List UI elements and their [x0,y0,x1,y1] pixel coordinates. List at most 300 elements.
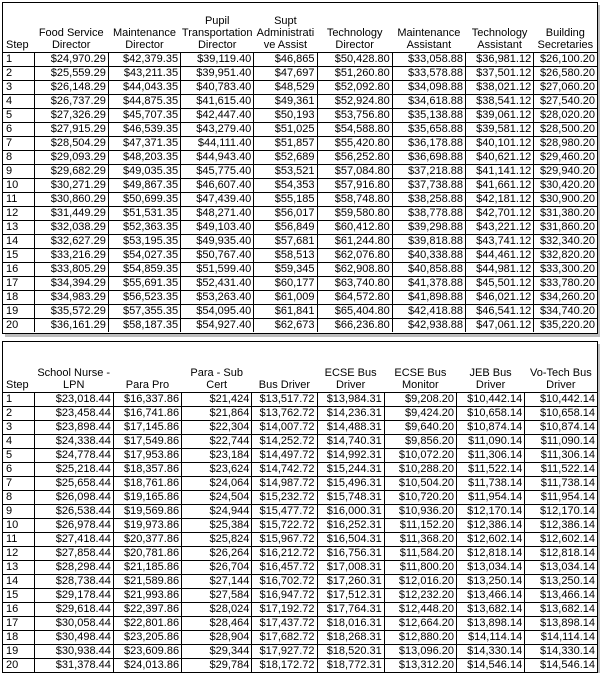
salary-cell: $45,707.35 [108,108,180,122]
salary-cell: $26,098.44 [34,490,113,504]
salary-cell: $38,778.88 [392,206,465,220]
salary-cell: $46,539.35 [108,122,180,136]
salary-cell: $23,898.44 [34,420,113,434]
step-cell: 20 [3,318,34,332]
salary-cell: $40,101.12 [466,136,534,150]
salary-cell: $42,938.88 [392,318,465,332]
salary-cell: $47,439.40 [181,192,254,206]
salary-cell: $28,500.20 [534,122,597,136]
step-cell: 8 [3,490,34,504]
salary-cell: $32,627.29 [34,234,108,248]
table-header-row [3,3,597,52]
step-cell: 4 [3,434,34,448]
salary-cell: $27,060.20 [534,80,597,94]
salary-cell: $26,538.44 [34,504,113,518]
salary-cell: $23,624 [182,462,252,476]
table-row [3,434,597,448]
salary-cell: $27,326.29 [34,108,108,122]
salary-cell: $30,498.44 [34,630,113,644]
salary-cell: $49,103.40 [181,220,254,234]
table-row [3,94,597,108]
step-cell: 8 [3,150,34,164]
salary-cell: $48,529 [254,80,317,94]
table-row [3,136,597,150]
salary-cell: $32,340.20 [534,234,597,248]
salary-cell: $20,781.86 [113,546,181,560]
salary-cell: $54,927.40 [181,318,254,332]
salary-cell: $16,702.72 [252,574,317,588]
salary-cell: $28,298.44 [34,560,113,574]
salary-cell: $29,460.20 [534,150,597,164]
salary-cell: $13,984.31 [317,392,384,406]
step-cell: 16 [3,262,34,276]
salary-cell: $28,020.20 [534,108,597,122]
salary-cell: $45,501.12 [466,276,534,290]
salary-cell: $34,618.88 [392,94,465,108]
salary-cell: $14,992.31 [317,448,384,462]
table-row [3,602,597,616]
salary-cell: $11,368.20 [384,532,456,546]
table-row [3,150,597,164]
salary-cell: $44,043.35 [108,80,180,94]
salary-cell: $16,947.72 [252,588,317,602]
salary-cell: $39,119.40 [181,52,254,66]
salary-cell: $24,970.29 [34,52,108,66]
step-cell: 2 [3,406,34,420]
salary-cell: $16,457.72 [252,560,317,574]
salary-cell: $14,330.14 [525,644,597,658]
salary-cell: $40,858.88 [392,262,465,276]
salary-cell: $35,572.29 [34,304,108,318]
salary-cell: $12,818.14 [456,546,524,560]
step-cell: 6 [3,462,34,476]
column-header: Food Service Director [38,26,104,51]
salary-cell: $22,744 [182,434,252,448]
salary-cell: $56,252.80 [317,150,392,164]
step-cell: 2 [3,66,34,80]
salary-cell: $15,748.31 [317,490,384,504]
salary-cell: $11,090.14 [456,434,524,448]
salary-cell: $27,144 [182,574,252,588]
step-cell: 9 [3,504,34,518]
step-cell: 11 [3,192,34,206]
column-header: Vo-Tech Bus Driver [529,366,592,391]
salary-cell: $14,236.31 [317,406,384,420]
salary-cell: $14,497.72 [252,448,317,462]
salary-cell: $33,578.88 [392,66,465,80]
salary-cell: $57,916.80 [317,178,392,192]
salary-cell: $11,800.20 [384,560,456,574]
table-row [3,560,597,574]
salary-cell: $49,935.40 [181,234,254,248]
table-row [3,588,597,602]
salary-cell: $37,738.88 [392,178,465,192]
column-header: Pupil Transportation Director [181,14,253,51]
salary-cell: $26,978.44 [34,518,113,532]
salary-cell: $16,756.31 [317,546,384,560]
table-row [3,532,597,546]
salary-cell: $10,874.14 [456,420,524,434]
salary-cell: $24,944 [182,504,252,518]
salary-cell: $14,546.14 [456,658,524,672]
salary-cell: $25,824 [182,532,252,546]
salary-cell: $9,424.20 [384,406,456,420]
salary-cell: $13,096.20 [384,644,456,658]
table-row [3,66,597,80]
table-row [3,518,597,532]
step-cell: 18 [3,290,34,304]
salary-cell: $36,981.12 [466,52,534,66]
salary-cell: $21,424 [182,392,252,406]
salary-cell: $30,058.44 [34,616,113,630]
salary-cell: $47,371.35 [108,136,180,150]
step-cell: 5 [3,448,34,462]
salary-cell: $29,618.44 [34,602,113,616]
column-header-step: Step [6,38,29,51]
column-header: ECSE Bus Driver [324,366,377,391]
salary-cell: $53,521 [254,164,317,178]
salary-cell: $19,973.86 [113,518,181,532]
salary-cell: $30,271.29 [34,178,108,192]
salary-cell: $13,762.72 [252,406,317,420]
salary-cell: $11,954.14 [456,490,524,504]
salary-cell: $13,898.14 [525,616,597,630]
salary-cell: $11,522.14 [525,462,597,476]
salary-cell: $42,701.12 [466,206,534,220]
salary-cell: $44,875.35 [108,94,180,108]
column-header: Para - Sub Cert [190,366,243,391]
salary-cell: $14,252.72 [252,434,317,448]
salary-cell: $30,938.44 [34,644,113,658]
salary-cell: $9,640.20 [384,420,456,434]
table-row [3,206,597,220]
salary-cell: $55,420.80 [317,136,392,150]
salary-cell: $51,857 [254,136,317,150]
salary-cell: $60,412.80 [317,220,392,234]
salary-cell: $28,904 [182,630,252,644]
table-row [3,476,597,490]
salary-cell: $23,609.86 [113,644,181,658]
table-row [3,234,597,248]
step-cell: 20 [3,658,34,672]
step-cell: 14 [3,574,34,588]
salary-cell: $64,572.80 [317,290,392,304]
salary-cell: $10,874.14 [525,420,597,434]
table-row [3,406,597,420]
step-cell: 19 [3,644,34,658]
salary-cell: $29,344 [182,644,252,658]
salary-cell: $40,783.40 [181,80,254,94]
salary-cell: $31,380.20 [534,206,597,220]
column-header: JEB Bus Driver [469,366,512,391]
salary-cell: $26,737.29 [34,94,108,108]
salary-cell: $40,621.12 [466,150,534,164]
salary-cell: $34,394.29 [34,276,108,290]
salary-cell: $59,345 [254,262,317,276]
salary-table-administrative [2,2,598,334]
salary-cell: $41,898.88 [392,290,465,304]
salary-cell: $13,250.14 [525,574,597,588]
table-row [3,420,597,434]
table-row [3,448,597,462]
salary-cell: $35,658.88 [392,122,465,136]
column-header: Supt Administrative Assist [256,14,315,51]
table-row [3,504,597,518]
table-row [3,220,597,234]
salary-cell: $29,784 [182,658,252,672]
salary-cell: $62,076.80 [317,248,392,262]
salary-cell: $62,908.80 [317,262,392,276]
salary-cell: $50,193 [254,108,317,122]
step-cell: 10 [3,518,34,532]
salary-cell: $50,699.35 [108,192,180,206]
salary-cell: $34,098.88 [392,80,465,94]
salary-cell: $39,061.12 [466,108,534,122]
salary-cell: $18,357.86 [113,462,181,476]
salary-cell: $11,584.20 [384,546,456,560]
salary-cell: $48,271.40 [181,206,254,220]
salary-cell: $26,148.29 [34,80,108,94]
salary-cell: $30,420.20 [534,178,597,192]
salary-cell: $30,900.20 [534,192,597,206]
step-cell: 3 [3,80,34,94]
salary-cell: $33,300.20 [534,262,597,276]
salary-cell: $18,172.72 [252,658,317,672]
salary-cell: $18,772.31 [317,658,384,672]
salary-cell: $11,152.20 [384,518,456,532]
salary-cell: $36,178.88 [392,136,465,150]
salary-cell: $52,431.40 [181,276,254,290]
salary-cell: $41,378.88 [392,276,465,290]
salary-cell: $44,943.40 [181,150,254,164]
salary-cell: $44,461.12 [466,248,534,262]
salary-cell: $25,218.44 [34,462,113,476]
salary-schedule-table-1 [3,3,597,332]
salary-cell: $26,580.20 [534,66,597,80]
salary-cell: $10,442.14 [525,392,597,406]
salary-cell: $10,658.14 [456,406,524,420]
salary-cell: $59,580.80 [317,206,392,220]
step-cell: 4 [3,94,34,108]
salary-cell: $13,898.14 [456,616,524,630]
table-row [3,276,597,290]
salary-cell: $27,858.44 [34,546,113,560]
step-cell: 13 [3,220,34,234]
salary-cell: $43,221.12 [466,220,534,234]
column-header-step: Step [6,378,29,391]
salary-cell: $34,983.29 [34,290,108,304]
table-row [3,304,597,318]
step-cell: 3 [3,420,34,434]
step-cell: 18 [3,630,34,644]
salary-cell: $58,513 [254,248,317,262]
salary-cell: $31,449.29 [34,206,108,220]
salary-cell: $12,664.20 [384,616,456,630]
salary-cell: $50,428.80 [317,52,392,66]
salary-cell: $25,658.44 [34,476,113,490]
salary-cell: $10,072.20 [384,448,456,462]
salary-cell: $17,682.72 [252,630,317,644]
salary-cell: $57,084.80 [317,164,392,178]
salary-cell: $14,488.31 [317,420,384,434]
salary-cell: $52,689 [254,150,317,164]
salary-cell: $21,185.86 [113,560,181,574]
salary-cell: $58,748.80 [317,192,392,206]
salary-cell: $36,698.88 [392,150,465,164]
salary-cell: $14,114.14 [525,630,597,644]
salary-cell: $61,009 [254,290,317,304]
salary-cell: $19,165.86 [113,490,181,504]
salary-cell: $17,260.31 [317,574,384,588]
salary-cell: $21,993.86 [113,588,181,602]
salary-cell: $60,177 [254,276,317,290]
salary-cell: $43,211.35 [108,66,180,80]
salary-cell: $54,353 [254,178,317,192]
step-cell: 7 [3,136,34,150]
salary-cell: $18,761.86 [113,476,181,490]
salary-cell: $44,981.12 [466,262,534,276]
salary-cell: $51,025 [254,122,317,136]
table-row [3,490,597,504]
salary-cell: $14,742.72 [252,462,317,476]
salary-cell: $25,384 [182,518,252,532]
salary-cell: $57,355.35 [108,304,180,318]
salary-cell: $48,203.35 [108,150,180,164]
column-header: Maintenance Assistant [397,26,461,51]
salary-cell: $35,138.88 [392,108,465,122]
salary-cell: $56,849 [254,220,317,234]
salary-cell: $14,546.14 [525,658,597,672]
salary-cell: $12,602.14 [525,532,597,546]
salary-cell: $52,092.80 [317,80,392,94]
salary-cell: $53,756.80 [317,108,392,122]
column-header: Building Secretaries [537,26,594,51]
salary-cell: $32,038.29 [34,220,108,234]
salary-cell: $36,161.29 [34,318,108,332]
salary-cell: $9,208.20 [384,392,456,406]
salary-cell: $27,418.44 [34,532,113,546]
table-row [3,392,597,406]
salary-cell: $14,987.72 [252,476,317,490]
salary-cell: $31,378.44 [34,658,113,672]
salary-cell: $40,338.88 [392,248,465,262]
salary-cell: $11,738.14 [525,476,597,490]
column-header: Technology Assistant [471,26,528,51]
column-header: School Nurse - LPN [37,366,111,391]
salary-cell: $46,607.40 [181,178,254,192]
salary-cell: $11,522.14 [456,462,524,476]
salary-cell: $22,397.86 [113,602,181,616]
salary-cell: $24,064 [182,476,252,490]
salary-cell: $14,740.31 [317,434,384,448]
salary-cell: $46,021.12 [466,290,534,304]
salary-cell: $66,236.80 [317,318,392,332]
table-row [3,164,597,178]
salary-cell: $13,312.20 [384,658,456,672]
salary-cell: $16,504.31 [317,532,384,546]
step-cell: 19 [3,304,34,318]
table-row [3,248,597,262]
step-cell: 16 [3,602,34,616]
salary-cell: $38,021.12 [466,80,534,94]
table-row [3,80,597,94]
table-header-row [3,342,597,392]
salary-cell: $54,859.35 [108,262,180,276]
salary-cell: $52,363.35 [108,220,180,234]
step-cell: 12 [3,206,34,220]
salary-cell: $16,212.72 [252,546,317,560]
table-row [3,262,597,276]
step-cell: 14 [3,234,34,248]
salary-cell: $17,549.86 [113,434,181,448]
salary-cell: $12,448.20 [384,602,456,616]
salary-cell: $10,720.20 [384,490,456,504]
salary-cell: $55,691.35 [108,276,180,290]
table-row [3,630,597,644]
step-cell: 17 [3,616,34,630]
table-row [3,122,597,136]
salary-cell: $42,447.40 [181,108,254,122]
salary-cell: $58,187.35 [108,318,180,332]
salary-cell: $13,517.72 [252,392,317,406]
salary-cell: $14,007.72 [252,420,317,434]
salary-cell: $11,738.14 [456,476,524,490]
salary-cell: $46,541.12 [466,304,534,318]
salary-cell: $43,279.40 [181,122,254,136]
table-row [3,546,597,560]
step-cell: 5 [3,108,34,122]
salary-cell: $50,767.40 [181,248,254,262]
salary-cell: $10,658.14 [525,406,597,420]
salary-cell: $18,016.31 [317,616,384,630]
salary-cell: $33,780.20 [534,276,597,290]
salary-cell: $17,145.86 [113,420,181,434]
salary-cell: $15,477.72 [252,504,317,518]
salary-cell: $12,232.20 [384,588,456,602]
salary-cell: $17,927.72 [252,644,317,658]
salary-cell: $56,523.35 [108,290,180,304]
salary-cell: $39,581.12 [466,122,534,136]
column-header: Technology Director [326,26,383,51]
salary-cell: $28,504.29 [34,136,108,150]
salary-cell: $53,263.40 [181,290,254,304]
salary-cell: $21,864 [182,406,252,420]
salary-cell: $54,027.35 [108,248,180,262]
salary-cell: $15,244.31 [317,462,384,476]
salary-cell: $11,954.14 [525,490,597,504]
salary-cell: $41,661.12 [466,178,534,192]
salary-cell: $12,386.14 [525,518,597,532]
salary-cell: $28,980.20 [534,136,597,150]
table-row [3,178,597,192]
salary-cell: $28,738.44 [34,574,113,588]
salary-cell: $15,496.31 [317,476,384,490]
table-row [3,658,597,672]
salary-cell: $10,288.20 [384,462,456,476]
table-row [3,616,597,630]
column-header: Bus Driver [258,378,311,391]
step-cell: 17 [3,276,34,290]
salary-cell: $51,531.35 [108,206,180,220]
salary-cell: $25,559.29 [34,66,108,80]
salary-cell: $41,141.12 [466,164,534,178]
step-cell: 6 [3,122,34,136]
column-header: Maintenance Director [112,26,176,51]
salary-cell: $19,569.86 [113,504,181,518]
salary-cell: $47,697 [254,66,317,80]
salary-cell: $17,953.86 [113,448,181,462]
table-row [3,192,597,206]
